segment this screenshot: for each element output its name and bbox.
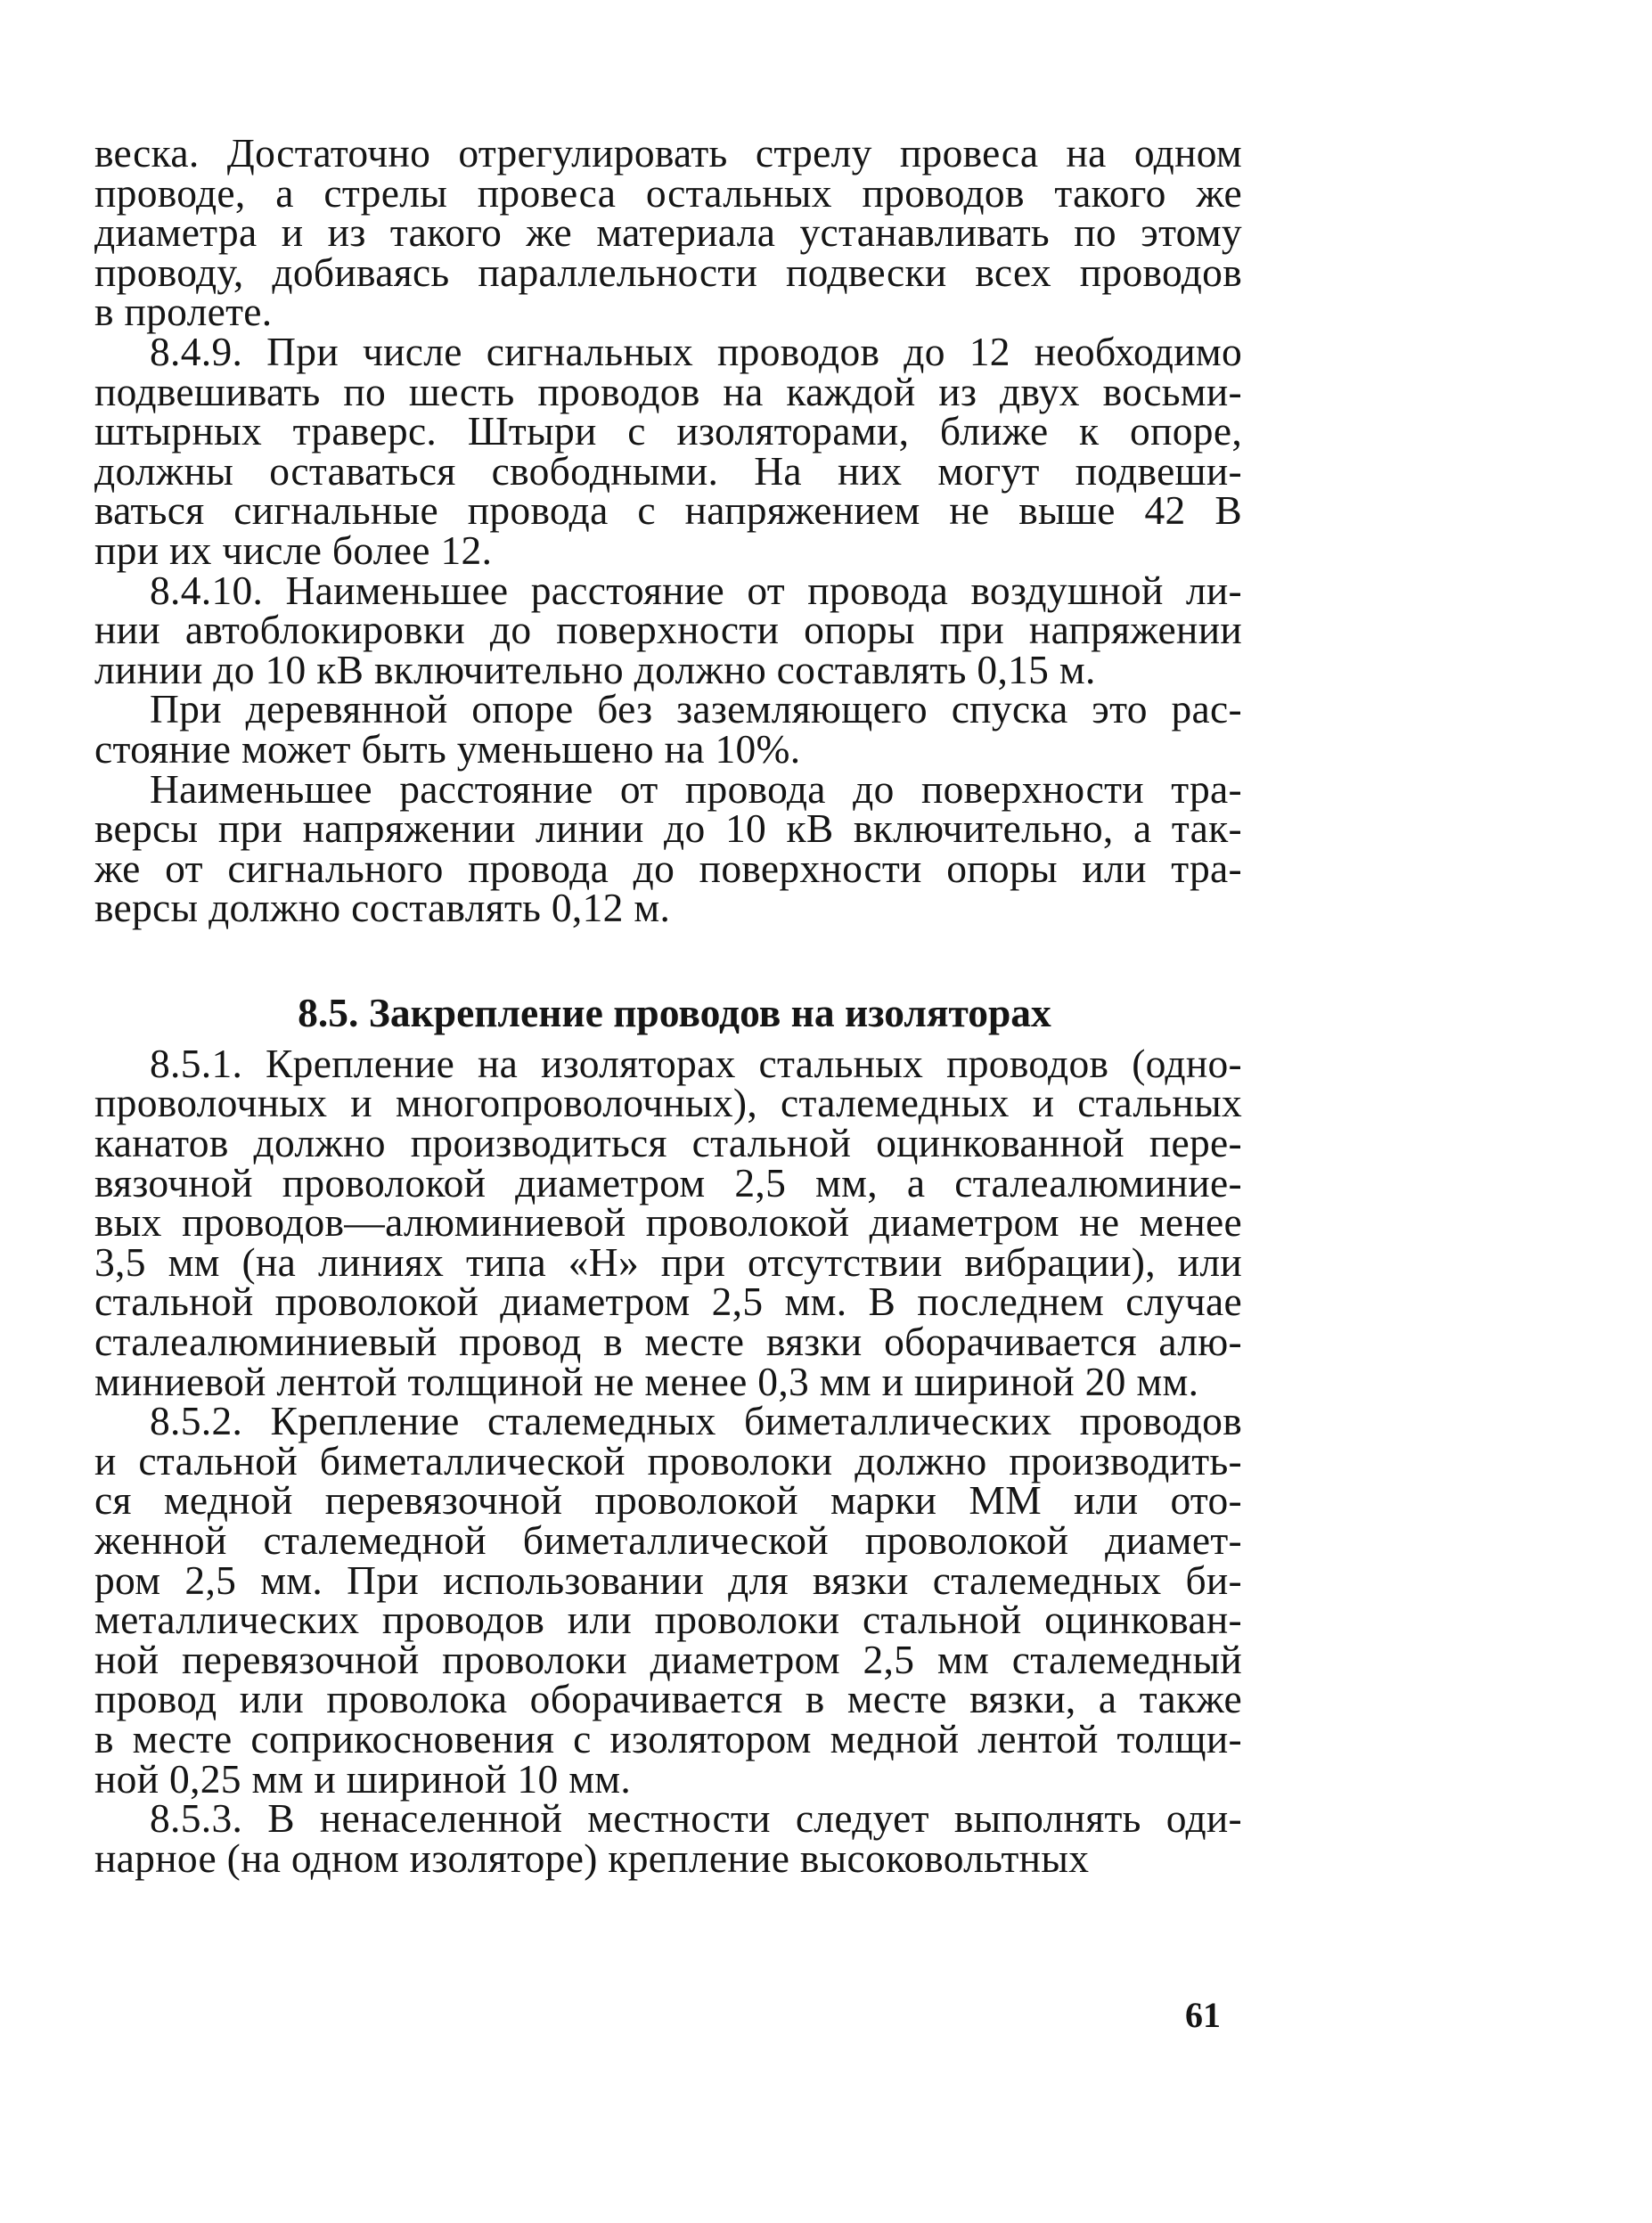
text-line: 8.5.1. Крепление на изоляторах стальных проводов (одно- bbox=[150, 1040, 1242, 1086]
text-line: вых проводов—алюминиевой проволокой диаметром не менее bbox=[94, 1199, 1242, 1246]
paragraph bbox=[94, 686, 1242, 772]
text-line: 8.5.3. В ненаселенной местности следует выполнять оди- bbox=[150, 1795, 1242, 1842]
text-block-top bbox=[94, 130, 1242, 931]
text-line: женной сталемедной биметаллической проволокой диамет- bbox=[94, 1517, 1242, 1563]
text-line: нарное (на одном изоляторе) крепление высоковольтных bbox=[94, 1835, 1090, 1881]
text-line: при их числе более 12. bbox=[94, 527, 493, 573]
text-line: металлических проводов или проволоки стальной оцинкован- bbox=[94, 1597, 1242, 1643]
paragraph bbox=[94, 567, 1242, 692]
text-line: Наименьшее расстояние от провода до поверхности тра- bbox=[150, 765, 1242, 812]
text-line: канатов должно производиться стальной оцинкованной пере- bbox=[94, 1120, 1242, 1166]
text-line: диаметра и из такого же материала устанавливать по этому bbox=[94, 209, 1242, 256]
text-line: подвешивать по шесть проводов на каждой из двух восьми- bbox=[94, 368, 1242, 414]
text-line: сталеалюминиевый провод в месте вязки оборачивается алю- bbox=[94, 1319, 1242, 1365]
paragraph bbox=[94, 1040, 1242, 1404]
paragraph bbox=[94, 130, 1242, 335]
text-line: провод или проволока оборачивается в месте вязки, а также bbox=[94, 1676, 1242, 1722]
text-line: миниевой лентой толщиной не менее 0,3 мм и шириной 20 мм. bbox=[94, 1358, 1199, 1404]
text-line: веска. Достаточно отрегулировать стрелу провеса на одном bbox=[94, 130, 1242, 176]
text-line: версы при напряжении линии до 10 кВ включительно, а так- bbox=[94, 805, 1242, 852]
text-line: в пролете. bbox=[94, 289, 273, 335]
text-line: ной 0,25 мм и шириной 10 мм. bbox=[94, 1755, 632, 1802]
section-title: 8.5. Закрепление проводов на изоляторах bbox=[298, 989, 1051, 1035]
text-line: в месте соприкосновения с изолятором медной лентой толщи- bbox=[94, 1715, 1242, 1761]
text-block-bottom bbox=[94, 1040, 1242, 1881]
text-line: ром 2,5 мм. При использовании для вязки сталемедных би- bbox=[94, 1557, 1242, 1603]
text-line: стояние может быть уменьшено на 10%. bbox=[94, 725, 801, 772]
paragraph bbox=[94, 1398, 1242, 1802]
text-line: и стальной биметаллической проволоки должно производить- bbox=[94, 1437, 1242, 1483]
paragraph bbox=[94, 1795, 1242, 1881]
text-line: 8.5.2. Крепление сталемедных биметаллических проводов bbox=[150, 1398, 1242, 1444]
text-line: версы должно составлять 0,12 м. bbox=[94, 885, 671, 931]
text-line: 3,5 мм (на линиях типа «Н» при отсутствии вибрации), или bbox=[94, 1238, 1242, 1285]
text-line: При деревянной опоре без заземляющего спуска это рас- bbox=[150, 686, 1242, 732]
text-line: 8.4.10. Наименьшее расстояние от провода воздушной ли- bbox=[150, 567, 1242, 613]
text-line: же от сигнального провода до поверхности опоры или тра- bbox=[94, 845, 1242, 891]
text-line: нии автоблокировки до поверхности опоры при напряжении bbox=[94, 607, 1242, 653]
page-body bbox=[94, 130, 1242, 1881]
text-line: проводу, добиваясь параллельности подвески всех проводов bbox=[94, 249, 1242, 295]
text-line: штырных траверс. Штыри с изоляторами, ближе к опоре, bbox=[94, 408, 1242, 454]
text-line: стальной проволокой диаметром 2,5 мм. В последнем случае bbox=[94, 1279, 1242, 1325]
text-line: линии до 10 кВ включительно должно составлять 0,15 м. bbox=[94, 646, 1096, 692]
paragraph bbox=[94, 328, 1242, 573]
text-line: проводе, а стрелы провеса остальных проводов такого же bbox=[94, 169, 1242, 216]
text-line: 8.4.9. При числе сигнальных проводов до 12 необходимо bbox=[150, 328, 1242, 374]
text-line: проволочных и многопроволочных), сталемедных и стальных bbox=[94, 1080, 1242, 1126]
text-line: ваться сигнальные провода с напряжением не выше 42 В bbox=[94, 487, 1242, 534]
text-line: ной перевязочной проволоки диаметром 2,5 мм сталемедный bbox=[94, 1636, 1242, 1682]
text-line: должны оставаться свободными. На них могут подвеши- bbox=[94, 447, 1242, 494]
paragraph bbox=[94, 765, 1242, 931]
page-number: 61 bbox=[1185, 1995, 1221, 2035]
text-line: вязочной проволокой диаметром 2,5 мм, а сталеалюминие- bbox=[94, 1159, 1242, 1205]
text-line: ся медной перевязочной проволокой марки ММ или ото- bbox=[94, 1477, 1242, 1524]
